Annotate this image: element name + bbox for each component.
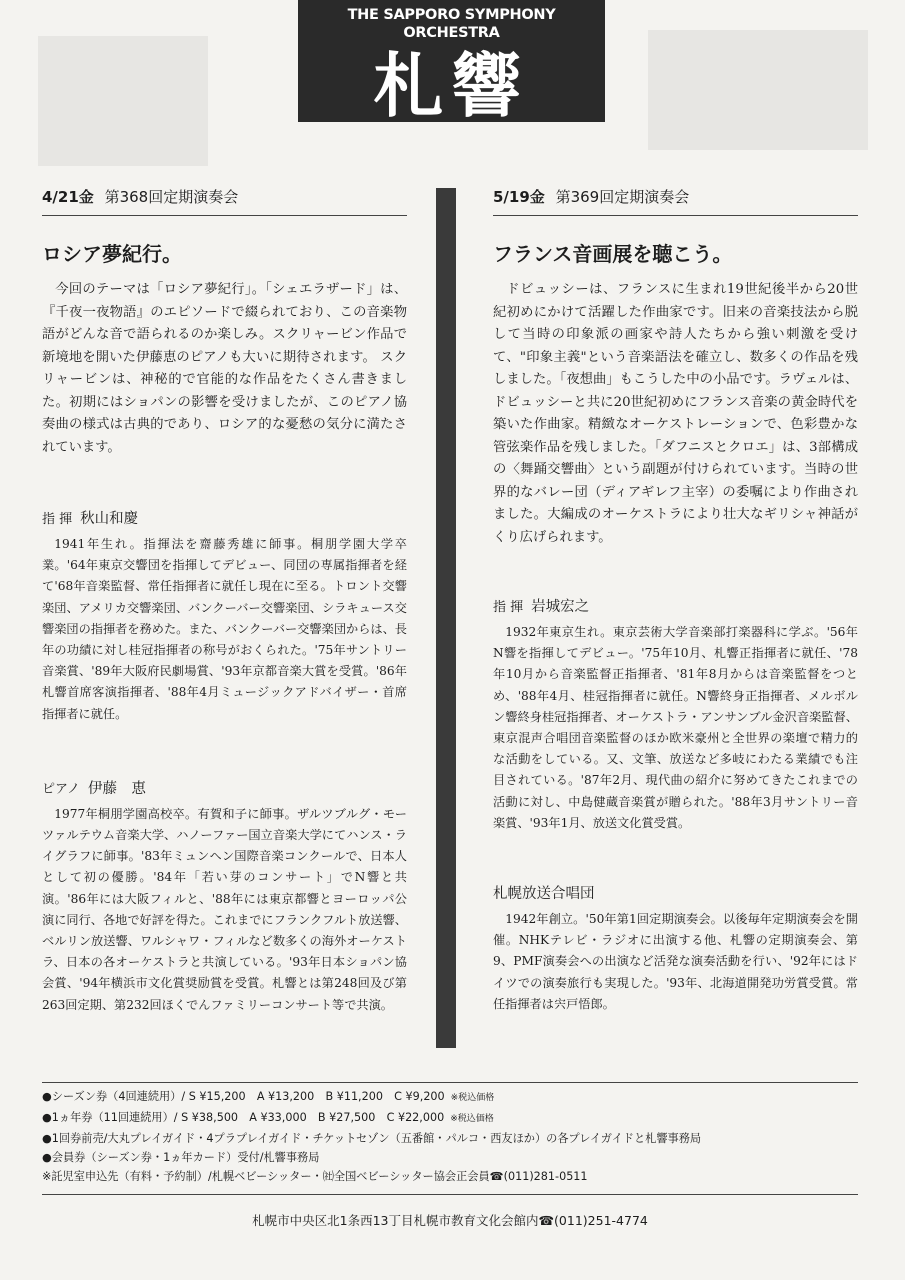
tax-note: ※税込価格 [450,1114,494,1124]
conductor-name: 岩城宏之 [531,599,590,615]
choir-heading [493,882,858,903]
concert-369-title: 第369回定期演奏会 [555,188,690,206]
ticket-line [42,1129,858,1148]
pianist-name: 伊藤 恵 [87,780,146,797]
bleed-through-photo-right [648,30,868,150]
concert-369-catchphrase: フランス音画展を聴こう。 [493,242,733,266]
conductor-bio: 1932年東京生れ。東京芸術大学音楽部打楽器科に学ぶ。'56年N響を指揮してデビュー。'75年10月、札響正指揮者に就任、'78年10月から音楽監督正指揮者、'81年8月からは音楽監督をつとめ、'88年4月、桂冠指揮者に就任。N響終身正指揮者、メルボルン響終身桂冠指揮者、オーケストラ・アンサンブル金沢音楽監督、東京混声合唱団音楽監督のほか欧米豪州と全世界の楽壇で精力的な活動をしている。又、文筆、放送など多岐にわたる業績でも注目されている。'87年2月、現代曲の紹介に努めてきたこれまでの活動に対し、中島健蔵音楽賞が贈られた。'88年3月サントリー音楽賞、'93年1月、放送文化賞受賞。 [493,625,858,830]
ticket-text: ●1回券前売/大丸プレイガイド・4プラプレイガイド・チケットセゾン（五番館・パルコ・西友ほか）の各プレイガイドと札響事務局 [42,1132,702,1145]
concert-368-intro: 今回のテーマは「ロシア夢紀行」。「シェエラザード」は、『千夜一夜物語』のエピソードで綴られており、この音楽物語がどんな音で語られるのか楽しみ。スクリャービン作品で新境地を開いた伊藤恵のピアノも大いに期待されます。 スクリャービンは、神秘的で官能的な作品をたくさん書きました。初期にはショパンの影響を受けましたが、このピアノ協奏曲の様式は古典的であり、ロシア的な憂愁の気分に満たされています。 [42,282,407,455]
orchestra-logo: 札響 [373,45,530,127]
tax-note: ※税込価格 [450,1093,495,1103]
concert-369-column [493,180,858,1015]
orchestra-logo-header [298,0,605,127]
bleed-through-photo-left [38,36,208,166]
concert-369-intro: ドビュッシーは、フランスに生まれ19世紀後半から20世紀初めにかけて活躍した作曲家です。旧来の音楽技法から脱して当時の印象派の画家や詩人たちから強い刺激を受けて、"印象主義"という音楽語法を確立し、数多くの作品を残しました。「夜想曲」もこうした中の小品です。ラヴェルは、ドビュッシーと共に20世紀初めにフランス音楽の黄金時代を築いた作曲家。精緻なオーケストレーションで、色彩豊かな管弦楽作品を残しました。「ダフニスとクロエ」は、3部構成の〈舞踊交響曲〉という副題が付けられています。当時の世界的なバレー団（ディアギレフ主宰）の委嘱により作曲されました。大編成のオーケストラにより壮大なギリシャ神話がくり広げられます。 [493,282,858,545]
conductor-bio: 1941年生れ。指揮法を齋藤秀雄に師事。桐朋学園大学卒業。'64年東京交響団を指揮してデビュー、同団の専属指揮者を経て'68年音楽監督、常任指揮者に就任し現在に至る。トロント交響楽団、アメリカ交響楽団、バンクーバー交響楽団、シラキュース交響楽団の指揮者を務めた。また、バンクーバー交響楽団からは、長年の功績に対し桂冠指揮者の称号がおくられた。'75年サントリー音楽賞、'89年大阪府民劇場賞、'93年京都音楽大賞を受賞。'86年札響首席客演指揮者、'88年4月ミュージックアドバイザー・首席指揮者に就任。 [42,537,407,721]
venue-address: 札幌市中央区北1条西13丁目札幌市教育文化会館内☎(011)251-4774 [42,1194,858,1229]
pianist-role: ピアノ [42,781,80,797]
choir-name: 札幌放送合唱団 [493,886,595,903]
ticket-text: ●会員券（シーズン券・1ヵ年カード）受付/札響事務局 [42,1151,320,1164]
orchestra-english-name: THE SAPPORO SYMPHONY ORCHESTRA [347,7,556,41]
concert-369-header [493,180,858,216]
ticket-line [42,1087,858,1108]
ticket-line [42,1148,858,1167]
ticket-line [42,1167,858,1186]
pianist-bio: 1977年桐朋学園高校卒。有賀和子に師事。ザルツブルグ・モーツァルテウム音楽大学、ハノーファー国立音楽大学にてハンス・ライグラフに師事。'83年ミュンヘン国際音楽コンクールで、日本人として初の優勝。'84年「若い芽のコンサート」でN響と共演。'86年には大阪フィルと、'88年には東京都響とヨーロッパ公演に同行、各地で好評を得た。これまでにフランクフルト放送響、ベルリン放送響、ワルシャワ・フィルなど数多くの海外オーケストラ、日本の各オーケストラと共演している。'93年日本ショパン協会賞、'94年横浜市文化賞奨励賞を受賞。札響とは第248回及び第263回定期、第232回ほくでんファミリーコンサート等で共演。 [42,806,407,1012]
ticket-text: ●シーズン券（4回連続用）/ S ¥15,200 A ¥13,200 B ¥11,200 C ¥9,200 [42,1090,445,1103]
conductor-role: 指 揮 [42,512,73,527]
concert-368-catchphrase: ロシア夢紀行。 [42,242,182,266]
ticket-text: ●1ヵ年券（11回連続用）/ S ¥38,500 A ¥33,000 B ¥27,500 C ¥22,000 [42,1111,445,1124]
conductor-role: 指 揮 [493,600,524,615]
conductor-heading [42,507,407,528]
pianist-heading [42,777,407,798]
choir-bio: 1942年創立。'50年第1回定期演奏会。以後毎年定期演奏会を開催。NHKテレビ・ラジオに出演する他、札響の定期演奏会、第9、PMF演奏会への出演など活発な演奏活動を行い、'92年にはドイツでの演奏旅行も実現した。'93年、北海道開発功労賞受賞。常任指揮者は宍戸悟郎。 [493,912,858,1011]
concert-368-date: 4/21金 [42,188,94,206]
conductor-heading [493,595,858,616]
column-divider [436,188,456,1048]
concert-368-header [42,180,407,216]
concert-368-title: 第368回定期演奏会 [104,188,239,206]
concert-369-date: 5/19金 [493,188,545,206]
conductor-name: 秋山和慶 [80,511,139,527]
ticket-info [42,1082,858,1186]
ticket-line [42,1108,858,1129]
ticket-text: ※託児室申込先（有料・予約制）/札幌ベビーシッター・㈳全国ベビーシッター協会正会員☎(011)281-0511 [42,1170,588,1183]
concert-368-column [42,180,407,1016]
